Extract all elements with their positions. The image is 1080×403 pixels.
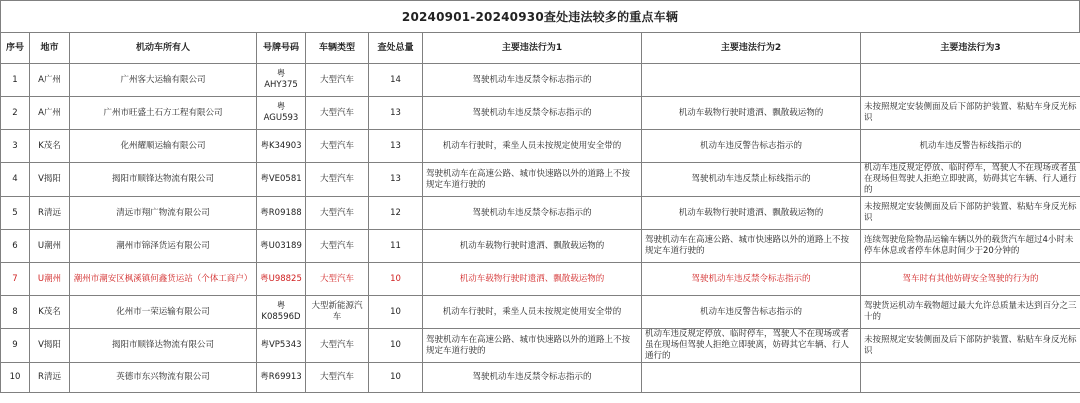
cell-vehicle-type[interactable]: 大型新能源汽车	[306, 296, 369, 329]
table-row[interactable]	[1, 130, 1080, 163]
header-city: 地市	[30, 33, 70, 64]
cell-vehicle-type[interactable]: 大型汽车	[306, 363, 369, 393]
cell-violation-1[interactable]: 驾驶机动车在高速公路、城市快速路以外的道路上不按规定车道行驶的	[423, 163, 642, 197]
table-row[interactable]	[1, 263, 1080, 296]
cell-seq[interactable]: 1	[1, 64, 30, 97]
header-total: 查处总量	[369, 33, 423, 64]
cell-violation-3[interactable]: 未按照规定安装侧面及后下部防护装置、粘贴车身反光标识	[861, 329, 1080, 363]
cell-seq[interactable]: 9	[1, 329, 30, 363]
cell-violation-2[interactable]	[642, 64, 861, 97]
cell-violation-1[interactable]: 驾驶机动车违反禁令标志指示的	[423, 363, 642, 393]
table-row[interactable]	[1, 197, 1080, 230]
cell-violation-2[interactable]: 驾驶机动车违反禁止标线指示的	[642, 163, 861, 197]
cell-plate[interactable]: 粤U03189	[257, 230, 306, 263]
cell-violation-3[interactable]: 连续驾驶危险物品运输车辆以外的载货汽车超过4小时未停车休息或者停车休息时间少于20分钟的	[861, 230, 1080, 263]
cell-city[interactable]: U潮州	[30, 230, 70, 263]
cell-vehicle-type[interactable]: 大型汽车	[306, 64, 369, 97]
cell-violation-2[interactable]: 驾驶机动车在高速公路、城市快速路以外的道路上不按规定车道行驶的	[642, 230, 861, 263]
cell-owner[interactable]: 揭阳市顺锋达物流有限公司	[70, 329, 257, 363]
cell-violation-1[interactable]: 机动车行驶时，乘坐人员未按规定使用安全带的	[423, 130, 642, 163]
cell-owner[interactable]: 化州耀顺运输有限公司	[70, 130, 257, 163]
header-row	[1, 33, 1080, 64]
header-violation-1: 主要违法行为1	[423, 33, 642, 64]
cell-vehicle-type[interactable]: 大型汽车	[306, 230, 369, 263]
cell-owner[interactable]: 英德市东兴物流有限公司	[70, 363, 257, 393]
header-seq: 序号	[1, 33, 30, 64]
cell-owner[interactable]: 清远市翔广物流有限公司	[70, 197, 257, 230]
header-owner: 机动车所有人	[70, 33, 257, 64]
cell-owner[interactable]: 广州市旺盛土石方工程有限公司	[70, 97, 257, 130]
cell-plate[interactable]: 粤VE0581	[257, 163, 306, 197]
cell-city[interactable]: R清远	[30, 197, 70, 230]
table-row[interactable]	[1, 163, 1080, 197]
cell-seq[interactable]: 5	[1, 197, 30, 230]
cell-vehicle-type[interactable]: 大型汽车	[306, 130, 369, 163]
cell-violation-1[interactable]: 机动车载物行驶时遗洒、飘散载运物的	[423, 230, 642, 263]
cell-total[interactable]: 13	[369, 163, 423, 197]
cell-seq[interactable]: 7	[1, 263, 30, 296]
cell-city[interactable]: K茂名	[30, 130, 70, 163]
sheet-title: 20240901-20240930查处违法较多的重点车辆	[0, 0, 1080, 32]
cell-city[interactable]: R清远	[30, 363, 70, 393]
cell-total[interactable]: 10	[369, 329, 423, 363]
cell-seq[interactable]: 6	[1, 230, 30, 263]
table-row[interactable]	[1, 97, 1080, 130]
table-row[interactable]	[1, 363, 1080, 393]
cell-total[interactable]: 14	[369, 64, 423, 97]
cell-plate[interactable]: 粤U98825	[257, 263, 306, 296]
cell-city[interactable]: A广州	[30, 97, 70, 130]
cell-violation-1[interactable]: 驾驶机动车违反禁令标志指示的	[423, 97, 642, 130]
cell-city[interactable]: K茂名	[30, 296, 70, 329]
cell-violation-2[interactable]: 机动车违反警告标志指示的	[642, 296, 861, 329]
cell-violation-2[interactable]: 机动车违反规定停放、临时停车，驾驶人不在现场或者虽在现场但驾驶人拒绝立即驶离，妨碍其它车辆、行人通行的	[642, 329, 861, 363]
cell-vehicle-type[interactable]: 大型汽车	[306, 329, 369, 363]
cell-plate[interactable]: 粤AGU593	[257, 97, 306, 130]
cell-violation-3[interactable]	[861, 363, 1080, 393]
table-row[interactable]	[1, 329, 1080, 363]
cell-violation-3[interactable]: 驾车时有其他妨碍安全驾驶的行为的	[861, 263, 1080, 296]
cell-plate[interactable]: 粤K08596D	[257, 296, 306, 329]
cell-violation-1[interactable]: 驾驶机动车违反禁令标志指示的	[423, 64, 642, 97]
cell-violation-3[interactable]: 机动车违反规定停放、临时停车，驾驶人不在现场或者虽在现场但驾驶人拒绝立即驶离，妨碍其它车辆、行人通行的	[861, 163, 1080, 197]
cell-violation-2[interactable]	[642, 363, 861, 393]
cell-violation-1[interactable]: 驾驶机动车违反禁令标志指示的	[423, 197, 642, 230]
cell-violation-3[interactable]: 未按照规定安装侧面及后下部防护装置、粘贴车身反光标识	[861, 97, 1080, 130]
cell-violation-3[interactable]: 机动车违反警告标线指示的	[861, 130, 1080, 163]
header-violation-3: 主要违法行为3	[861, 33, 1080, 64]
cell-violation-1[interactable]: 机动车载物行驶时遗洒、飘散载运物的	[423, 263, 642, 296]
cell-vehicle-type[interactable]: 大型汽车	[306, 163, 369, 197]
violations-table	[0, 32, 1080, 393]
cell-owner[interactable]: 揭阳市顺锋达物流有限公司	[70, 163, 257, 197]
cell-total[interactable]: 10	[369, 363, 423, 393]
cell-seq[interactable]: 2	[1, 97, 30, 130]
cell-violation-3[interactable]: 驾驶货运机动车载物超过最大允许总质量未达到百分之三十的	[861, 296, 1080, 329]
cell-plate[interactable]: 粤K34903	[257, 130, 306, 163]
cell-owner[interactable]: 化州市一荣运输有限公司	[70, 296, 257, 329]
table-row[interactable]	[1, 64, 1080, 97]
table-row[interactable]	[1, 230, 1080, 263]
cell-owner[interactable]: 广州客大运输有限公司	[70, 64, 257, 97]
cell-violation-3[interactable]: 未按照规定安装侧面及后下部防护装置、粘贴车身反光标识	[861, 197, 1080, 230]
header-vehicle-type: 车辆类型	[306, 33, 369, 64]
cell-vehicle-type[interactable]: 大型汽车	[306, 97, 369, 130]
cell-plate[interactable]: 粤AHY375	[257, 64, 306, 97]
cell-violation-2[interactable]: 驾驶机动车违反禁令标志指示的	[642, 263, 861, 296]
cell-violation-2[interactable]: 机动车违反警告标志指示的	[642, 130, 861, 163]
cell-owner[interactable]: 潮州市潮安区枫溪镇何鑫货运站（个体工商户）	[70, 263, 257, 296]
cell-total[interactable]: 12	[369, 197, 423, 230]
cell-total[interactable]: 13	[369, 97, 423, 130]
cell-plate[interactable]: 粤VP5343	[257, 329, 306, 363]
header-plate: 号牌号码	[257, 33, 306, 64]
cell-city[interactable]: U潮州	[30, 263, 70, 296]
header-violation-2: 主要违法行为2	[642, 33, 861, 64]
table-body	[1, 64, 1080, 393]
cell-seq[interactable]: 8	[1, 296, 30, 329]
cell-violation-1[interactable]: 机动车行驶时，乘坐人员未按规定使用安全带的	[423, 296, 642, 329]
cell-seq[interactable]: 3	[1, 130, 30, 163]
cell-owner[interactable]: 潮州市锦泽货运有限公司	[70, 230, 257, 263]
cell-violation-2[interactable]: 机动车载物行驶时遗洒、飘散载运物的	[642, 97, 861, 130]
cell-total[interactable]: 10	[369, 263, 423, 296]
cell-vehicle-type[interactable]: 大型汽车	[306, 263, 369, 296]
cell-city[interactable]: V揭阳	[30, 163, 70, 197]
cell-city[interactable]: A广州	[30, 64, 70, 97]
cell-seq[interactable]: 10	[1, 363, 30, 393]
cell-violation-1[interactable]: 驾驶机动车在高速公路、城市快速路以外的道路上不按规定车道行驶的	[423, 329, 642, 363]
cell-violation-3[interactable]	[861, 64, 1080, 97]
cell-total[interactable]: 13	[369, 130, 423, 163]
cell-plate[interactable]: 粤R09188	[257, 197, 306, 230]
cell-total[interactable]: 10	[369, 296, 423, 329]
cell-total[interactable]: 11	[369, 230, 423, 263]
table-row[interactable]	[1, 296, 1080, 329]
cell-vehicle-type[interactable]: 大型汽车	[306, 197, 369, 230]
cell-city[interactable]: V揭阳	[30, 329, 70, 363]
cell-plate[interactable]: 粤R69913	[257, 363, 306, 393]
cell-seq[interactable]: 4	[1, 163, 30, 197]
cell-violation-2[interactable]: 机动车载物行驶时遗洒、飘散载运物的	[642, 197, 861, 230]
